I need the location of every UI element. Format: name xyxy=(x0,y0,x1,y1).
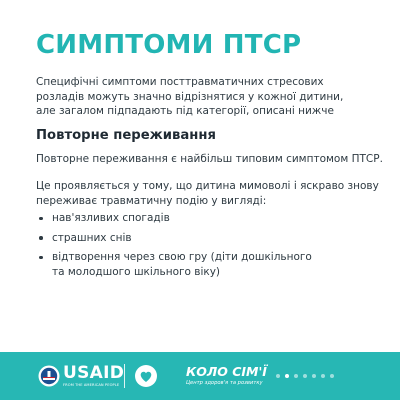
pagination-dot[interactable] xyxy=(294,374,298,378)
list-item-text: та молодшого шкільного віку) xyxy=(52,265,221,278)
list-item xyxy=(36,211,312,226)
kolo-simi-logo: КОЛО СІМ'Ї xyxy=(186,364,267,379)
list-item-text: нав'язливих спогадів xyxy=(52,212,170,224)
heart-circle-logo-icon xyxy=(134,364,158,388)
section-paragraph-2 xyxy=(36,179,379,208)
section-heading: Повторне переживання xyxy=(36,128,216,143)
intro-line: але загалом підпадають під категорії, описані нижче xyxy=(36,105,334,117)
list-item xyxy=(36,231,312,246)
usaid-seal-icon xyxy=(38,365,60,387)
usaid-logo: USAID xyxy=(63,363,125,383)
paragraph-line: Це проявляється у тому, що дитина мимоволі і яскраво знову xyxy=(36,180,379,192)
list-item xyxy=(36,250,312,279)
usaid-tagline: FROM THE AMERICAN PEOPLE xyxy=(63,383,120,387)
pagination-dot-active[interactable] xyxy=(285,374,289,378)
list-item-text: відтворення через свою гру (діти дошкільного xyxy=(52,251,312,263)
paragraph-line: переживає травматичну подію у вигляді: xyxy=(36,194,267,207)
intro-line: розладів можуть значно відрізнятися у кожної дитини, xyxy=(36,90,344,103)
footer-bar xyxy=(0,352,400,400)
intro-paragraph xyxy=(36,75,344,119)
logo-divider xyxy=(124,364,125,388)
pagination-dots xyxy=(276,374,334,378)
pagination-dot[interactable] xyxy=(276,374,280,378)
pagination-dot[interactable] xyxy=(312,374,316,378)
kolo-simi-tagline: Центр здоров'я та розвитку xyxy=(186,380,263,386)
list-item-text: страшних снів xyxy=(52,231,132,244)
intro-line: Специфічні симптоми посттравматичних стресових xyxy=(36,76,324,88)
pagination-dot[interactable] xyxy=(330,374,334,378)
symptom-list xyxy=(36,211,312,284)
pagination-dot[interactable] xyxy=(303,374,307,378)
page-title: СИМПТОМИ ПТСР xyxy=(36,30,302,60)
pagination-dot[interactable] xyxy=(321,374,325,378)
section-paragraph-1: Повторне переживання є найбільш типовим симптомом ПТСР. xyxy=(36,153,383,165)
